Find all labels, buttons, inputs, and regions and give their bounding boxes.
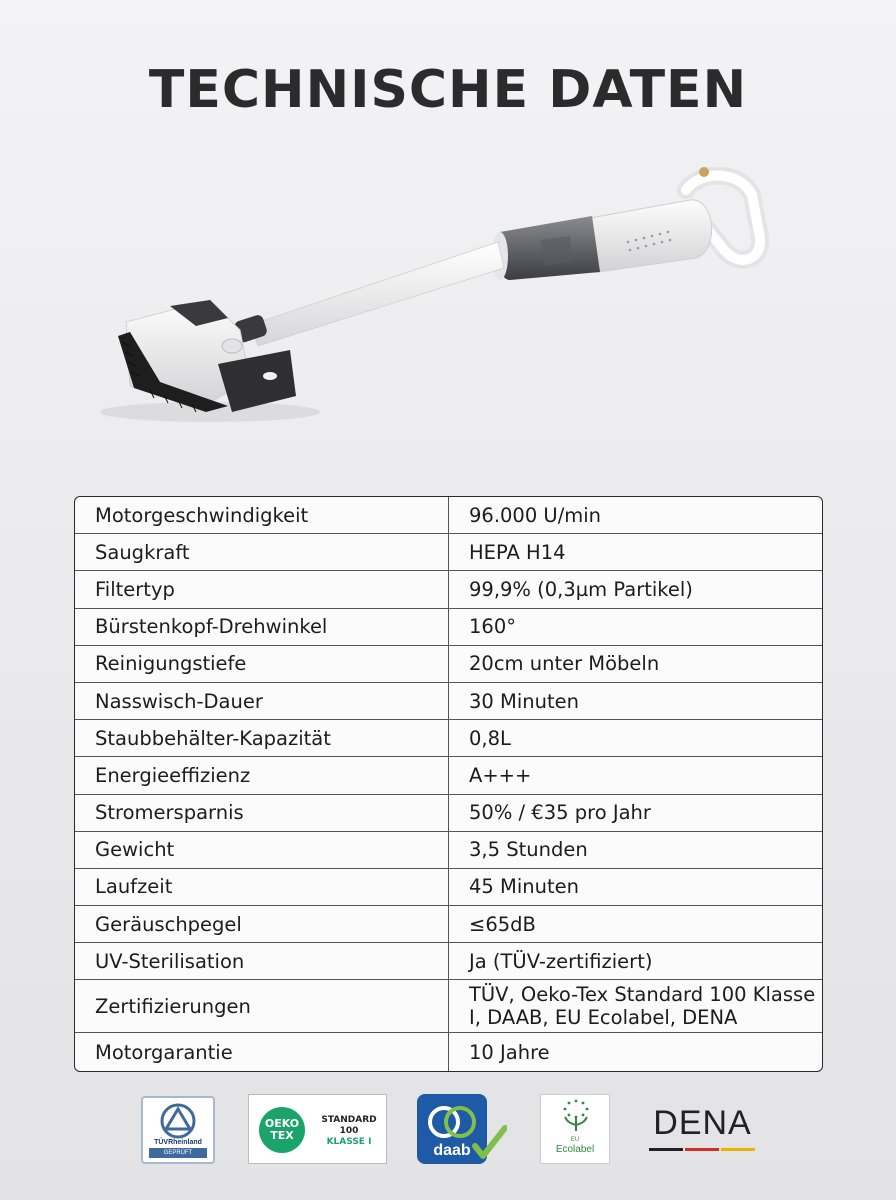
spec-label: Motorgeschwindigkeit bbox=[75, 497, 449, 533]
vacuum-product-image bbox=[100, 150, 780, 450]
spec-value: TÜV, Oeko-Tex Standard 100 Klasse I, DAAB, EU Ecolabel, DENA bbox=[469, 983, 816, 1030]
oeko-line3: KLASSE I bbox=[326, 1137, 372, 1147]
spec-value: 20cm unter Möbeln bbox=[469, 652, 660, 676]
table-row bbox=[75, 906, 822, 943]
spec-label: Energieeffizienz bbox=[75, 757, 449, 793]
eco-line2: Ecolabel bbox=[555, 1144, 595, 1155]
table-row bbox=[75, 720, 822, 757]
spec-value: 45 Minuten bbox=[469, 875, 579, 899]
tuv-triangle-icon bbox=[143, 1101, 213, 1141]
table-row bbox=[75, 683, 822, 720]
table-row bbox=[75, 609, 822, 646]
spec-label: UV-Sterilisation bbox=[75, 943, 449, 979]
oeko-circle-line1: OEKO bbox=[264, 1117, 300, 1130]
oeko-tex-badge bbox=[259, 1107, 305, 1153]
table-row bbox=[75, 534, 822, 571]
spec-label: Stromersparnis bbox=[75, 795, 449, 831]
eco-flower-icon bbox=[541, 1095, 611, 1135]
spec-label: Staubbehälter-Kapazität bbox=[75, 720, 449, 756]
table-row bbox=[75, 646, 822, 683]
eco-label-text bbox=[541, 1135, 609, 1155]
table-row bbox=[75, 869, 822, 906]
spec-label: Nasswisch-Dauer bbox=[75, 683, 449, 719]
tuv-sub: GEPRÜFT bbox=[149, 1148, 207, 1158]
eu-ecolabel-logo bbox=[540, 1094, 610, 1164]
spec-label: Laufzeit bbox=[75, 869, 449, 905]
spec-label: Saugkraft bbox=[75, 534, 449, 570]
spec-value: 10 Jahre bbox=[469, 1040, 550, 1064]
spec-label: Zertifizierungen bbox=[75, 980, 449, 1032]
spec-value: Ja (TÜV-zertifiziert) bbox=[469, 949, 653, 973]
certification-logos bbox=[0, 1092, 896, 1172]
spec-value: 160° bbox=[469, 615, 516, 639]
table-row bbox=[75, 795, 822, 832]
spec-value: 0,8L bbox=[469, 726, 511, 750]
spec-value: A+++ bbox=[469, 763, 532, 787]
spec-value: HEPA H14 bbox=[469, 540, 566, 564]
spec-label: Gewicht bbox=[75, 832, 449, 868]
table-row bbox=[75, 571, 822, 608]
oeko-line2: 100 bbox=[339, 1126, 359, 1136]
spec-value: 50% / €35 pro Jahr bbox=[469, 801, 651, 825]
dena-logo bbox=[645, 1104, 760, 1154]
spec-value: 96.000 U/min bbox=[469, 503, 602, 527]
tuv-logo bbox=[141, 1096, 215, 1164]
table-row bbox=[75, 757, 822, 794]
oeko-line1: STANDARD bbox=[321, 1115, 377, 1125]
spec-table bbox=[74, 496, 823, 1072]
table-row bbox=[75, 832, 822, 869]
spec-label: Motorgarantie bbox=[75, 1033, 449, 1070]
table-row bbox=[75, 943, 822, 980]
spec-label: Filtertyp bbox=[75, 571, 449, 607]
spec-value: 99,9% (0,3µm Partikel) bbox=[469, 577, 693, 601]
spec-value: 30 Minuten bbox=[469, 689, 579, 713]
oeko-circle-line2: TEX bbox=[270, 1129, 294, 1142]
spec-value: ≤65dB bbox=[469, 912, 536, 936]
spec-label: Geräuschpegel bbox=[75, 906, 449, 942]
table-row bbox=[75, 980, 822, 1033]
table-row bbox=[75, 497, 822, 534]
table-row bbox=[75, 1033, 822, 1070]
daab-text: daab bbox=[433, 1142, 471, 1159]
spec-label: Reinigungstiefe bbox=[75, 646, 449, 682]
spec-label: Bürstenkopf-Drehwinkel bbox=[75, 609, 449, 645]
dena-text: DENA bbox=[653, 1104, 752, 1142]
oeko-tex-logo bbox=[248, 1094, 387, 1164]
page-title: TECHNISCHE DATEN bbox=[148, 60, 748, 120]
oeko-tex-standard bbox=[315, 1115, 383, 1148]
tuv-name: TÜVRheinland bbox=[154, 1139, 202, 1146]
eco-line1: EU bbox=[570, 1137, 580, 1143]
spec-value: 3,5 Stunden bbox=[469, 838, 588, 862]
daab-logo bbox=[417, 1094, 507, 1164]
